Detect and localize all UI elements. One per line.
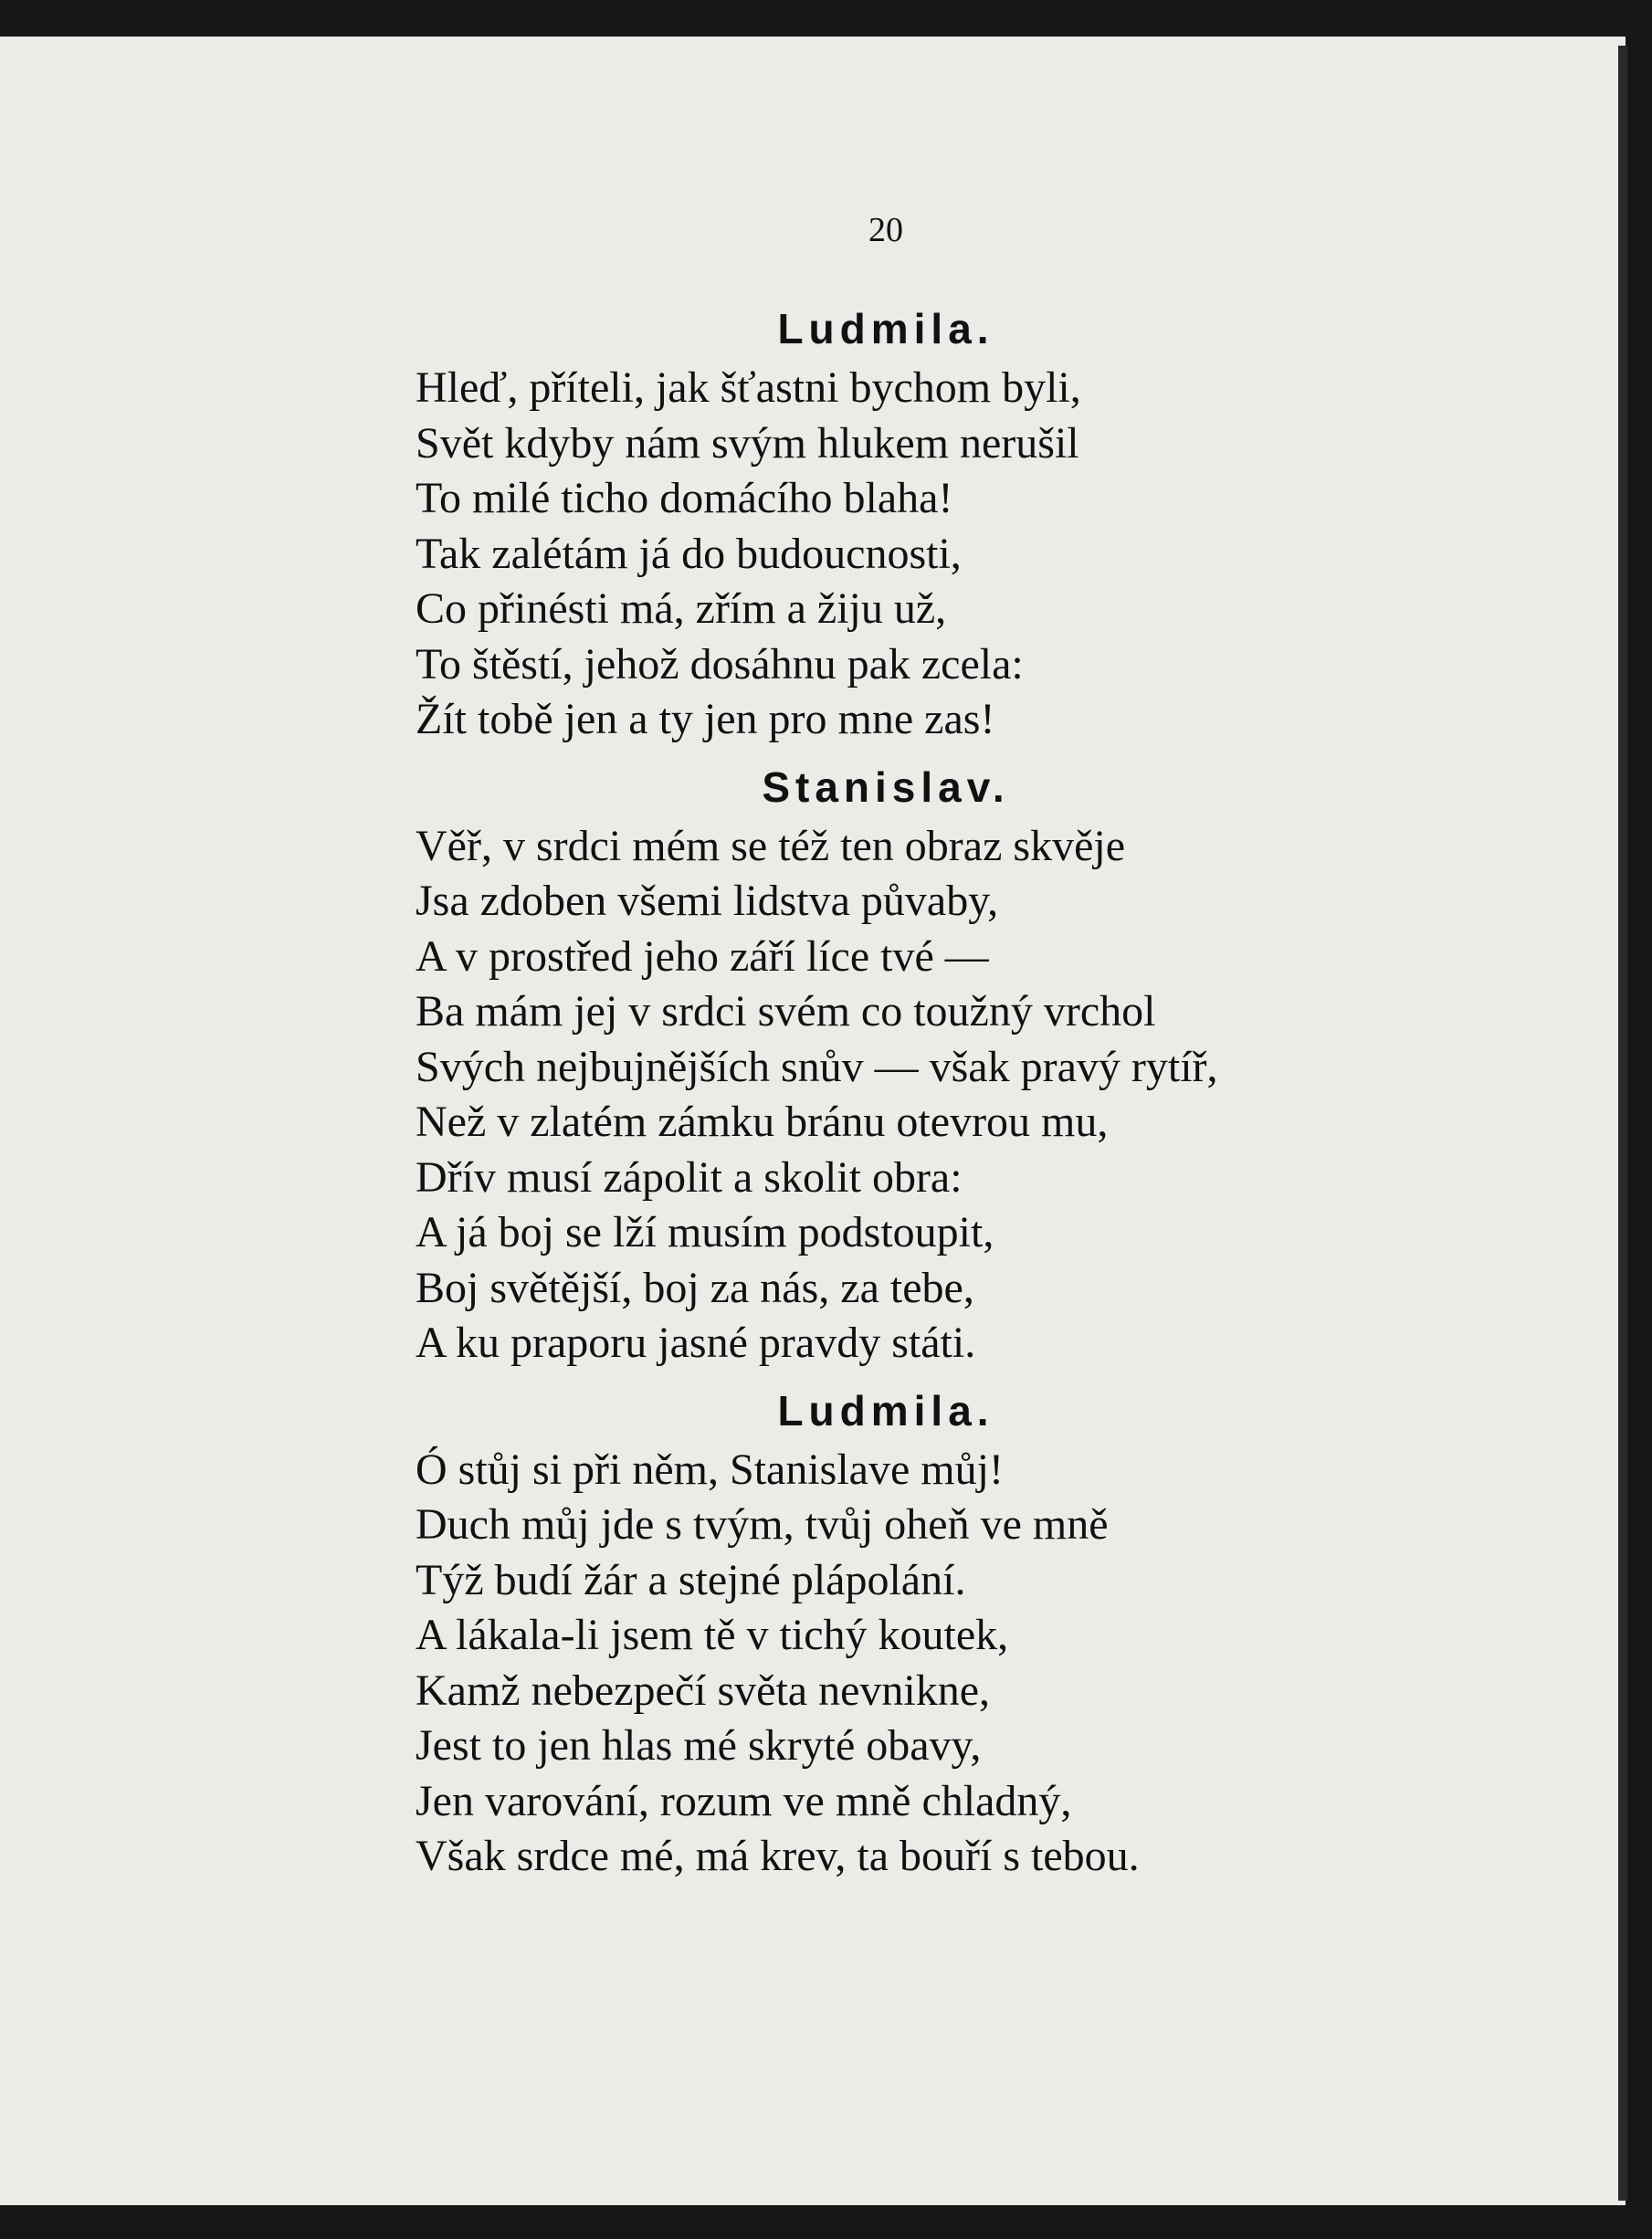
verse-line: Boj světější, boj za nás, za tebe, [416,1263,974,1312]
verse-line: Než v zlatém zámku bránu otevrou mu, [416,1098,1109,1146]
verse-line: Ó stůj si při něm, Stanislave můj! [416,1445,1004,1494]
page-binding-edge [1618,46,1627,2201]
verse-line: A lákala-li jsem tě v tichý koutek, [416,1611,1009,1659]
verse-line: Tak zalétám já do budoucnosti, [416,529,962,578]
verse-line: To štěstí, jehož dosáhnu pak zcela: [416,639,1024,689]
verse-line: Svět kdyby nám svým hlukem nerušil [416,418,1079,468]
speaker-name: Ludmila. [777,305,994,352]
verse-line: Jen varování, rozum ve mně chladný, [416,1776,1072,1825]
verse-line: A ku praporu jasné pravdy státi. [416,1319,976,1367]
verse-line: Ba mám jej v srdci svém co toužný vrchol [416,987,1156,1035]
verse-line: Dřív musí zápolit a skolit obra: [416,1152,963,1202]
verse-line: Žít tobě jen a ty jen pro mne zas! [416,695,995,743]
verse-line: Kamž nebezpečí světa nevnikne, [416,1666,991,1715]
speech-ludmila-1 [416,297,1420,748]
verse-line: A v prostřed jeho září líce tvé — [416,931,989,981]
verse-line: Věř, v srdci mém se též ten obraz skvěje [416,821,1126,870]
speaker-name: Stanislav. [762,762,1010,811]
verse-line: Duch můj jde s tvým, tvůj oheň ve mně [416,1500,1109,1549]
speech-stanislav [416,755,1420,1372]
page-number: 20 [868,211,903,249]
verse-line: Týž budí žár a stejné plápolání. [416,1555,966,1604]
verse-line: Však srdce mé, má krev, ta bouří s tebou. [416,1832,1140,1880]
verse-line: Hleď, příteli, jak šťastni bychom byli, [416,363,1081,412]
verse-line: Co přinésti má, zřím a žiju už, [416,584,947,633]
speaker-name: Ludmila. [777,1386,994,1435]
speech-ludmila-2 [416,1379,1420,1885]
verse-line: Jest to jen hlas mé skryté obavy, [416,1721,982,1770]
verse-line: A já boj se lží musím podstoupit, [416,1208,994,1256]
verse-line: To milé ticho domácího blaha! [416,474,953,522]
verse-line: Jsa zdoben všemi lidstva půvaby, [416,877,999,925]
dialogue-text [416,297,1420,1892]
verse-line: Svých nejbujnějších snův — však pravý rytíř, [416,1042,1218,1091]
